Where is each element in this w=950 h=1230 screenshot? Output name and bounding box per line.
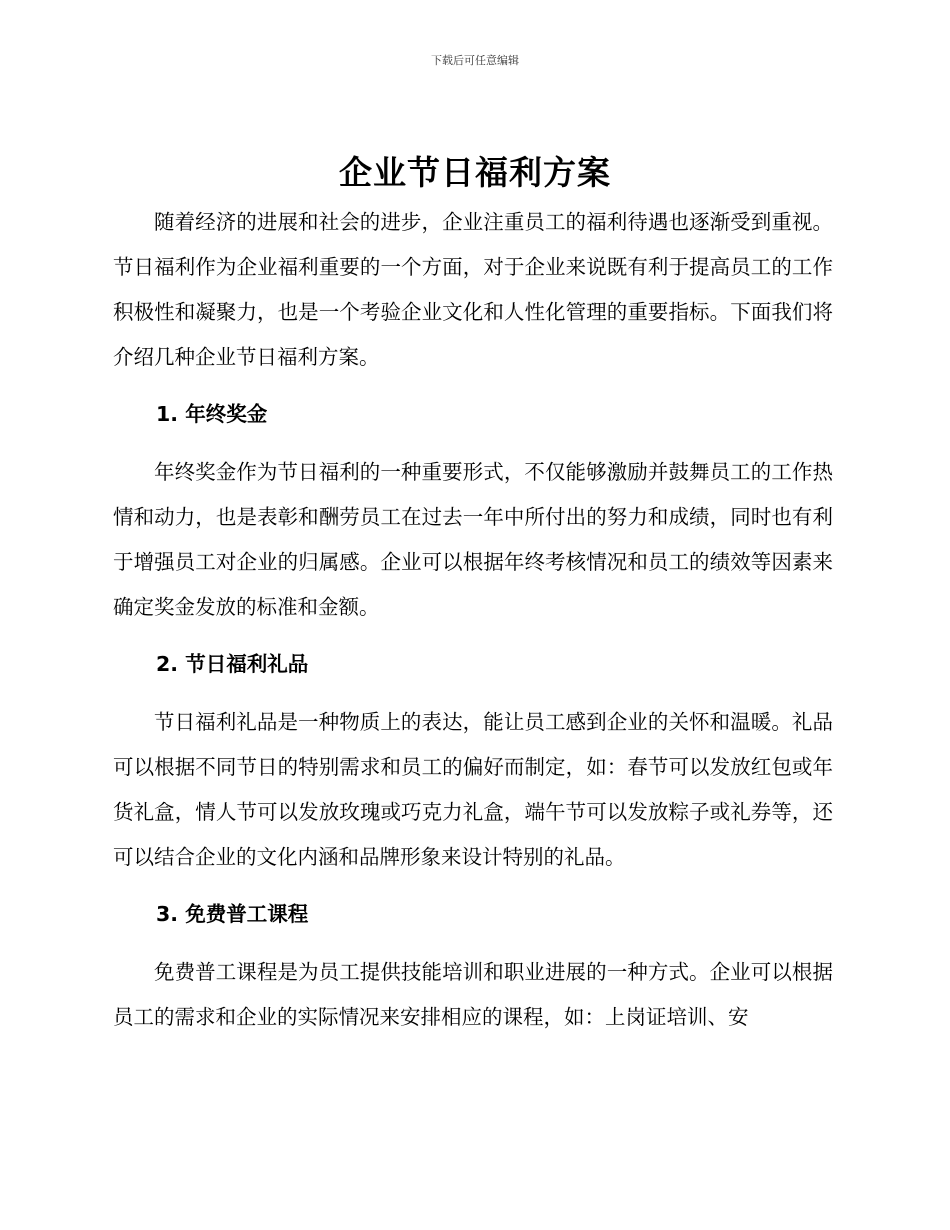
section-body-free-courses: 免费普工课程是为员工提供技能培训和职业进展的一种方式。企业可以根据员工的需求和企业的实际情况来安排相应的课程，如：上岗证培训、安 [113, 960, 833, 1029]
section-heading-free-courses: 3. 免费普工课程 [156, 902, 309, 926]
header-note: 下载后可任意编辑 [431, 54, 519, 67]
section-body-year-end-bonus: 年终奖金作为节日福利的一种重要形式，不仅能够激励并鼓舞员工的工作热情和动力，也是表彰和酬劳员工在过去一年中所付出的努力和成绩，同时也有利于增强员工对企业的归属感。企业可以根据年终考核情况和员工的绩效等因素来确定奖金发放的标准和金额。 [113, 460, 833, 619]
intro-paragraph: 随着经济的进展和社会的进步，企业注重员工的福利待遇也逐渐受到重视。节日福利作为企业福利重要的一个方面，对于企业来说既有利于提高员工的工作积极性和凝聚力，也是一个考验企业文化和人性化管理的重要指标。下面我们将介绍几种企业节日福利方案。 [113, 210, 833, 369]
document-body [113, 200, 833, 1040]
section-body-holiday-gifts: 节日福利礼品是一种物质上的表达，能让员工感到企业的关怀和温暖。礼品可以根据不同节日的特别需求和员工的偏好而制定，如：春节可以发放红包或年货礼盒，情人节可以发放玫瑰或巧克力礼盒，端午节可以发放粽子或礼券等，还可以结合企业的文化内涵和品牌形象来设计特别的礼品。 [113, 710, 833, 869]
document-title: 企业节日福利方案 [339, 153, 611, 192]
section-heading-holiday-gifts: 2. 节日福利礼品 [156, 652, 309, 676]
section-heading-year-end-bonus: 1. 年终奖金 [156, 402, 268, 426]
